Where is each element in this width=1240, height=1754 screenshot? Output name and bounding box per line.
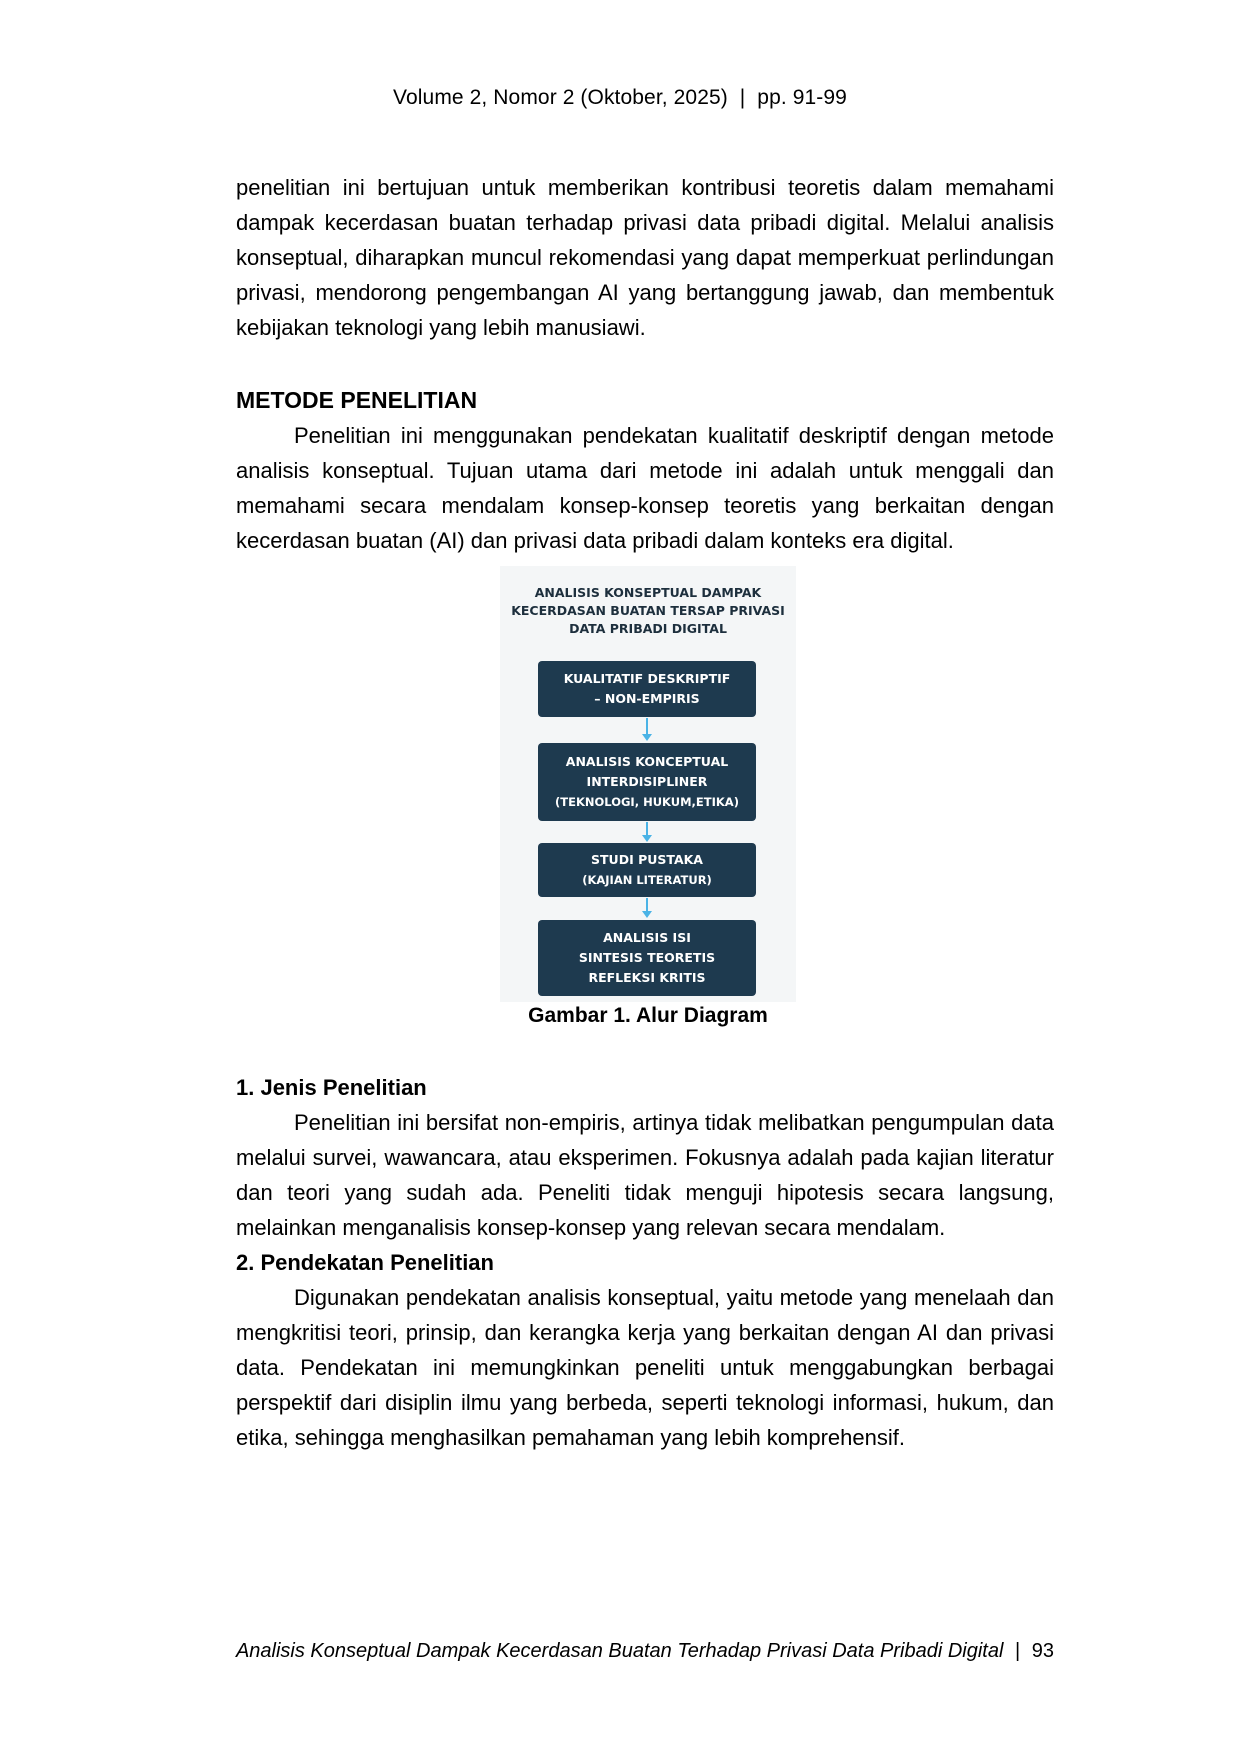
arrow-down-icon (642, 898, 652, 919)
box-line: – NON-EMPIRIS (594, 691, 700, 706)
box-line: ANALISIS KONCEPTUAL (565, 754, 729, 769)
diagram-box-4 (538, 920, 756, 996)
intro-paragraph: penelitian ini bertujuan untuk memberikan kontribusi teoretis dalam memahami dampak kecerdasan buatan terhadap privasi data pribadi digital. Melalui analisis konseptual, diharapkan muncul rekomendasi yang dapat memperkuat perlindungan privasi, mendorong pengembangan AI yang bertanggung jawab, dan membentuk kebijakan teknologi yang lebih manusiawi. (236, 175, 1054, 340)
diagram-box-2 (538, 743, 756, 821)
box-line: ANALISIS ISI (603, 930, 691, 945)
section-title: METODE PENELITIAN (236, 387, 478, 413)
diagram-title-line: DATA PRIBADI DIGITAL (569, 621, 727, 636)
diagram-title-line: ANALISIS KONSEPTUAL DAMPAK (534, 585, 762, 600)
figure-caption: Gambar 1. Alur Diagram (528, 1004, 768, 1027)
method-section (236, 383, 1054, 558)
page-number: 93 (1031, 1640, 1054, 1662)
footer-separator: | (1014, 1640, 1021, 1662)
diagram-box-3 (538, 843, 756, 897)
subsection-paragraph: Penelitian ini bersifat non-empiris, artinya tidak melibatkan pengumpulan data melalui survei, wawancara, atau eksperimen. Fokusnya adalah pada kajian literatur dan teori yang sudah ada. Peneliti tidak menguji hipotesis secara langsung, melainkan menganalisis konsep-konsep yang relevan secara mendalam. (236, 1110, 1054, 1240)
flow-diagram (500, 566, 796, 1002)
header-separator: | (739, 86, 746, 109)
arrow-down-icon (642, 822, 652, 843)
subsections-block (236, 1070, 1054, 1455)
running-footer (236, 1640, 1054, 1663)
box-line: REFLEKSI KRITIS (588, 970, 706, 985)
footer-title: Analisis Konseptual Dampak Kecerdasan Buatan Terhadap Privasi Data Pribadi Digital (235, 1640, 1004, 1662)
box-line: KUALITATIF DESKRIPTIF (563, 671, 731, 686)
diagram-title-line: KECERDASAN BUATAN TERSAP PRIVASI (511, 603, 785, 618)
box-line: INTERDISIPLINER (586, 774, 708, 789)
page-range: pp. 91-99 (757, 86, 847, 109)
subsection-title: 2. Pendekatan Penelitian (236, 1250, 494, 1275)
running-header (0, 86, 1240, 110)
intro-block (236, 170, 1054, 345)
subsection-paragraph: Digunakan pendekatan analisis konseptual, yaitu metode yang menelaah dan mengkritisi teori, prinsip, dan kerangka kerja yang berkaitan dengan AI dan privasi data. Pendekatan ini memungkinkan peneliti untuk menggabungkan berbagai perspektif dari disiplin ilmu yang berbeda, seperti teknologi informasi, hukum, dan etika, sehingga menghasilkan pemahaman yang lebih komprehensif. (236, 1285, 1054, 1450)
box-line: (TEKNOLOGI, HUKUM,ETIKA) (555, 795, 739, 809)
arrow-down-icon (642, 718, 652, 742)
journal-info: Volume 2, Nomor 2 (Oktober, 2025) (393, 86, 728, 109)
box-line: STUDI PUSTAKA (591, 852, 703, 867)
diagram-title (500, 584, 796, 638)
subsection-title: 1. Jenis Penelitian (236, 1075, 427, 1100)
box-line: (KAJIAN LITERATUR) (582, 873, 712, 887)
box-line: SINTESIS TEORETIS (578, 950, 716, 965)
diagram-box-1 (538, 661, 756, 717)
section-paragraph: Penelitian ini menggunakan pendekatan kualitatif deskriptif dengan metode analisis konseptual. Tujuan utama dari metode ini adalah untuk menggali dan memahami secara mendalam konsep-konsep teoretis yang berkaitan dengan kecerdasan buatan (AI) dan privasi data pribadi dalam konteks era digital. (236, 423, 1054, 553)
